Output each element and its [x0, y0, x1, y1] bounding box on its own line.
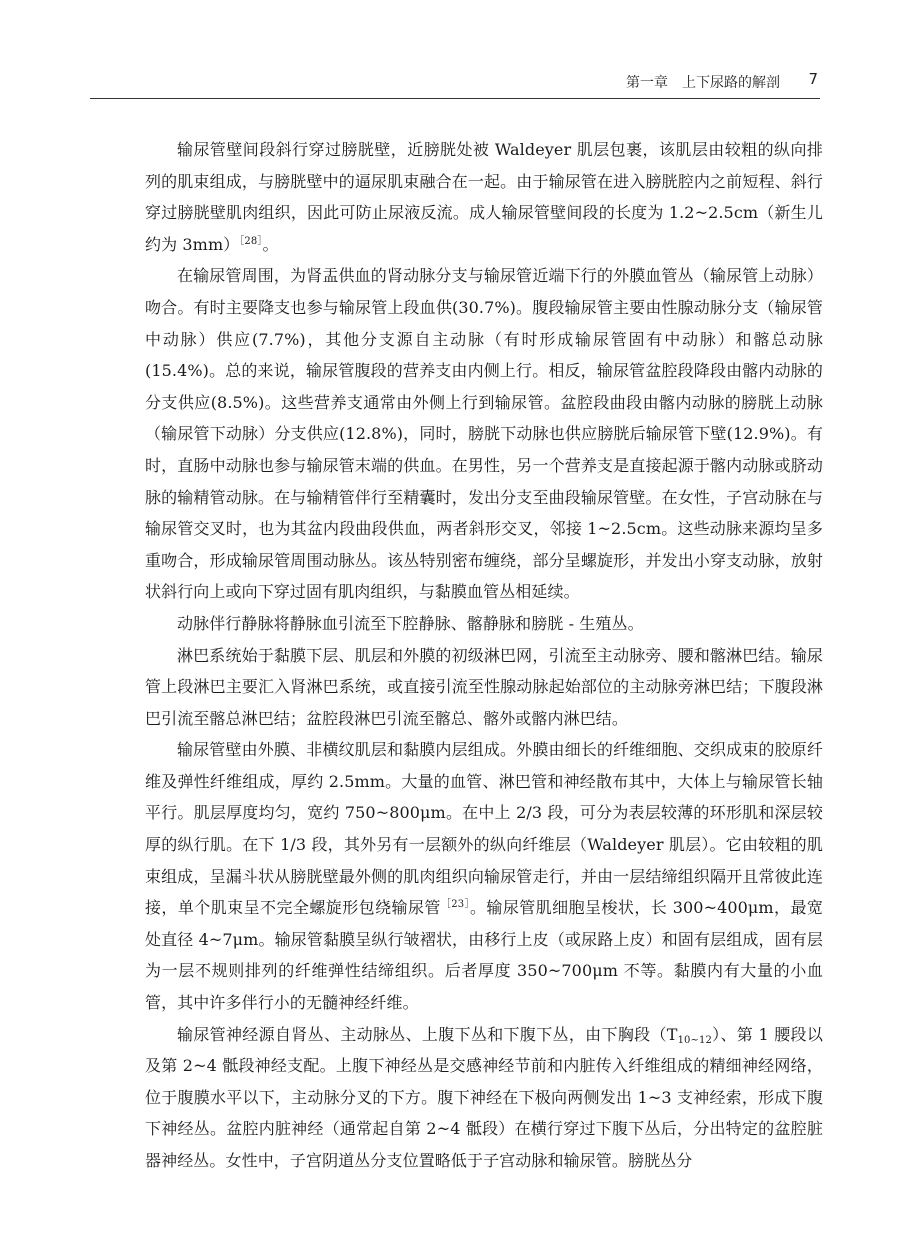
- citation-ref: ［28］: [239, 235, 263, 247]
- paragraph-text: ）、第 1 腰段以及第 2~4 骶段神经支配。上腹下神经丛是交感神经节前和内脏传入纤维组成的精细神经网络，位于腹膜水平以下，主动脉分叉的下方。腹下神经在下极向两侧发出 1~3 支神经索，形成下腹下神经丛。盆腔内脏神经（通常起自第 2~4 骶段）在横行穿过下腹下丛后，分出特定的盆腔脏器神经丛。女性中，子宫阴道丛分支位置略低于子宫动脉和输尿管。膀胱丛分: [145, 1024, 823, 1170]
- paragraph-text: 。: [262, 234, 279, 254]
- paragraph-innervation: [145, 1019, 823, 1177]
- citation-ref: ［23］: [440, 899, 470, 911]
- paragraph-text: 输尿管壁间段斜行穿过膀胱壁，近膀胱处被 Waldeyer 肌层包裹，该肌层由较粗的纵向排列的肌束组成，与膀胱壁中的逼尿肌束融合在一起。由于输尿管在进入膀胱腔内之前短程、斜行穿过膀胱壁肌肉组织，因此可防止尿液反流。成人输尿管壁间段的长度为 1.2~2.5cm（新生儿约为 3mm）: [145, 140, 823, 254]
- paragraph-intramural-ureter: [145, 134, 823, 260]
- paragraph-arterial-supply: 在输尿管周围，为肾盂供血的肾动脉分支与输尿管近端下行的外膜血管丛（输尿管上动脉）吻合。有时主要降支也参与输尿管上段血供(30.7%)。腹段输尿管主要由性腺动脉分支（输尿管中动脉）供应(7.7%)，其他分支源自主动脉（有时形成输尿管固有中动脉）和髂总动脉(15.4%)。总的来说，输尿管腹段的营养支由内侧上行。相反，输尿管盆腔段降段由髂内动脉的分支供应(8.5%)。这些营养支通常由外侧上行到输尿管。盆腔段曲段由髂内动脉的膀胱上动脉（输尿管下动脉）分支供应(12.8%)，同时，膀胱下动脉也供应膀胱后输尿管下壁(12.9%)。有时，直肠中动脉也参与输尿管末端的供血。在男性，另一个营养支是直接起源于髂内动脉或脐动脉的输精管动脉。在与输精管伴行至精囊时，发出分支至曲段输尿管壁。在女性，子宫动脉在与输尿管交叉时，也为其盆内段曲段供血，两者斜形交叉，邻接 1~2.5cm。这些动脉来源均呈多重吻合，形成输尿管周围动脉丛。该丛特别密布缠绕，部分呈螺旋形，并发出小穿支动脉，放射状斜行向上或向下穿过固有肌肉组织，与黏膜血管丛相延续。: [145, 266, 823, 602]
- paragraph-text: 输尿管壁由外膜、非横纹肌层和黏膜内层组成。外膜由细长的纤维细胞、交织成束的胶原纤维及弹性纤维组成，厚约 2.5mm。大量的血管、淋巴管和神经散布其中，大体上与输尿管长轴平行。肌层厚度均匀，宽约 750~800μm。在中上 2/3 段，可分为表层较薄的环形肌和深层较厚的纵行肌。在下 1/3 段，其外另有一层额外的纵向纤维层（Waldeyer 肌层）。它由较粗的肌束组成，呈漏斗状从膀胱壁最外侧的肌肉组织向输尿管走行，并由一层结缔组织隔开且常彼此连接，单个肌束呈不完全螺旋形包绕输尿管: [145, 740, 823, 918]
- paragraph-venous-drainage: 动脉伴行静脉将静脉血引流至下腔静脉、髂静脉和膀胱 - 生殖丛。: [177, 613, 644, 633]
- running-header: [90, 70, 820, 99]
- paragraph-text: 输尿管神经源自肾丛、主动脉丛、上腹下丛和下腹下丛，由下胸段（T: [177, 1024, 678, 1044]
- chapter-title: 第一章 上下尿路的解剖: [626, 75, 780, 91]
- paragraph-text: 。输尿管肌细胞呈梭状，长 300~400μm，最宽处直径 4~7μm。输尿管黏膜呈纵行皱褶状，由移行上皮（或尿路上皮）和固有层组成，固有层为一层不规则排列的纤维弹性结缔组织。后者厚度 350~700μm 不等。黏膜内有大量的小血管，其中许多伴行小的无髓神经纤维。: [145, 898, 823, 1013]
- page-number: 7: [808, 70, 818, 88]
- body-text: [145, 134, 823, 1177]
- subscript: 10~12: [677, 1034, 712, 1046]
- paragraph-lymphatics: 淋巴系统始于黏膜下层、肌层和外膜的初级淋巴网，引流至主动脉旁、腰和髂淋巴结。输尿管上段淋巴主要汇入肾淋巴系统，或直接引流至性腺动脉起始部位的主动脉旁淋巴结；下腹段淋巴引流至髂总淋巴结；盆腔段淋巴引流至髂总、髂外或髂内淋巴结。: [145, 645, 823, 728]
- paragraph-wall-layers: [145, 734, 823, 1018]
